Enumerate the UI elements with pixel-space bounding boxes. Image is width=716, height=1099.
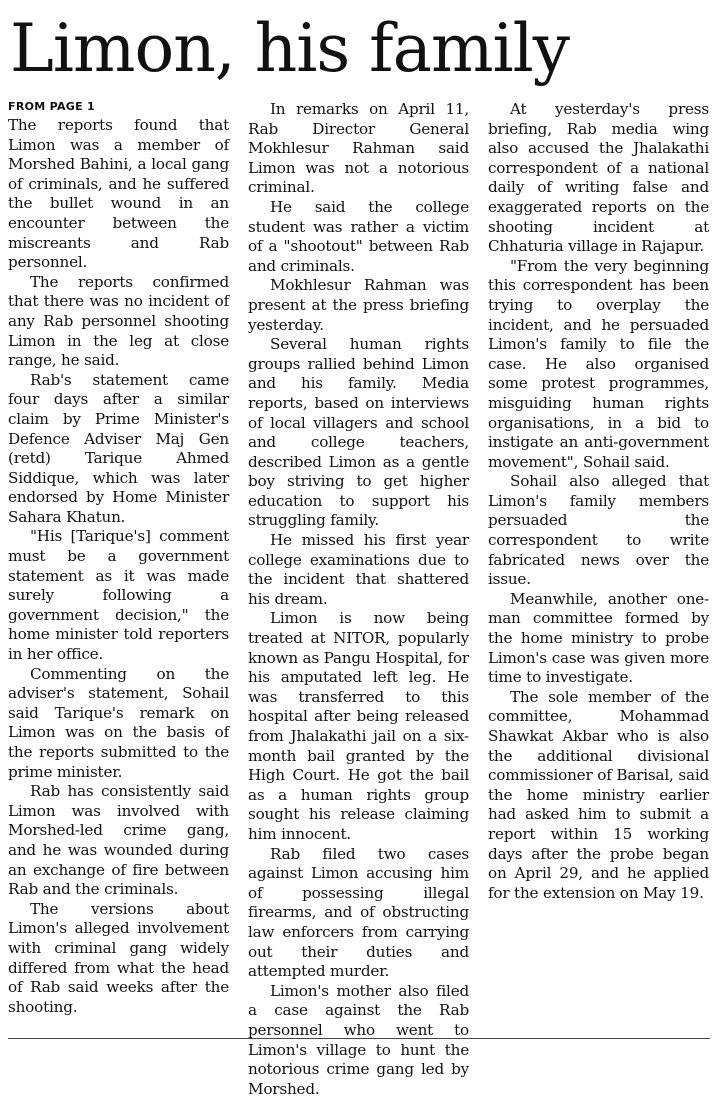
column-1	[8, 100, 229, 1017]
paragraph: Rab filed two cases against Limon accusing him of possessing illegal firearms, and of obstructing law enforcers from carrying out their duties and attempted murder.	[248, 844, 469, 981]
paragraph: "His [Tarique's] comment must be a government statement as it was made surely following a government decision," the home minister told reporters in her office.	[8, 527, 229, 664]
paragraph: At yesterday's press briefing, Rab media wing also accused the Jhalakathi correspondent of a national daily of writing false and exaggerated reports on the shooting incident at Chhaturia village in Rajapur.	[488, 100, 709, 256]
headline: Limon, his family	[10, 10, 570, 87]
paragraph: In remarks on April 11, Rab Director General Mokhlesur Rahman said Limon was not a notorious criminal.	[248, 100, 469, 197]
paragraph: He missed his first year college examinations due to the incident that shattered his dream.	[248, 531, 469, 608]
paragraph: He said the college student was rather a victim of a "shootout" between Rab and criminals.	[248, 197, 469, 275]
paragraph: Limon's mother also filed a case against the Rab personnel who went to Limon's village to hunt the notorious crime gang led by Morshed.	[248, 981, 469, 1098]
paragraph: Commenting on the adviser's statement, Sohail said Tarique's remark on Limon was on the basis of the reports submitted to the prime minister.	[8, 664, 229, 781]
paragraph: Mokhlesur Rahman was present at the press briefing yesterday.	[248, 276, 469, 334]
column-3	[488, 100, 709, 903]
paragraph: Sohail also alleged that Limon's family members persuaded the correspondent to write fabricated news over the issue.	[488, 472, 709, 589]
paragraph: Rab has consistently said Limon was involved with Morshed-led crime gang, and he was wounded during an exchange of fire between Rab and the criminals.	[8, 782, 229, 899]
paragraph: "From the very beginning this correspondent has been trying to overplay the incident, and he persuaded Limon's family to file the case. He also organised some protest programmes, misguiding human rights organisations, in a bid to instigate an anti-government movement", Sohail said.	[488, 256, 709, 471]
paragraph: The reports found that Limon was a member of Morshed Bahini, a local gang of criminals, and he suffered the bullet wound in an encounter between the miscreants and Rab personnel.	[8, 116, 229, 272]
paragraph: The sole member of the committee, Mohammad Shawkat Akbar who is also the additional divisional commissioner of Barisal, said the home ministry earlier had asked him to submit a report within 15 working days after the probe began on April 29, and he applied for the extension on May 19.	[488, 687, 709, 902]
paragraph: The reports confirmed that there was no incident of any Rab personnel shooting Limon in the leg at close range, he said.	[8, 272, 229, 370]
paragraph: Meanwhile, another one-man committee formed by the home ministry to probe Limon's case was given more time to investigate.	[488, 589, 709, 687]
kicker-from-page-1: FROM PAGE 1	[8, 100, 96, 113]
column-2	[248, 100, 469, 1099]
paragraph: Several human rights groups rallied behind Limon and his family. Media reports, based on interviews of local villagers and school and college teachers, described Limon as a gentle boy striving to get higher education to support his struggling family.	[248, 335, 469, 530]
paragraph: Limon is now being treated at NITOR, popularly known as Pangu Hospital, for his amputated left leg. He was transferred to this hospital after being released from Jhalakathi jail on a six-month bail granted by the High Court. He got the bail as a human rights group sought his release claiming him innocent.	[248, 609, 469, 843]
bottom-rule	[8, 1038, 710, 1039]
paragraph: The versions about Limon's alleged involvement with criminal gang widely differed from what the head of Rab said weeks after the shooting.	[8, 899, 229, 1016]
paragraph: Rab's statement came four days after a similar claim by Prime Minister's Defence Adviser Maj Gen (retd) Tarique Ahmed Siddique, which was later endorsed by Home Minister Sahara Khatun.	[8, 370, 229, 526]
